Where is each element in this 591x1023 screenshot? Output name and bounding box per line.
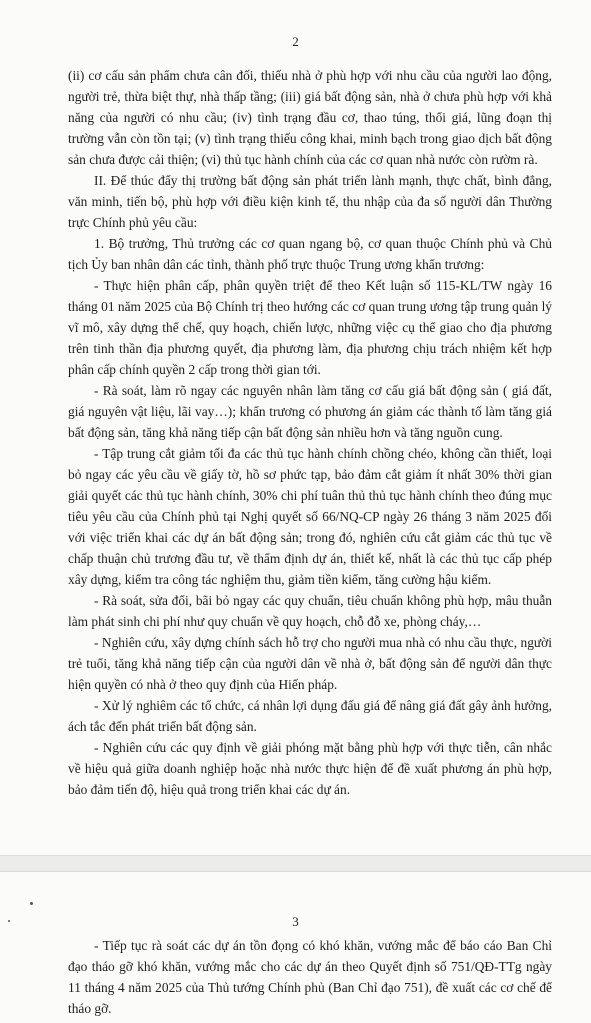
paragraph: - Nghiên cứu, xây dựng chính sách hỗ trợ cho người mua nhà có nhu cầu thực, người trẻ tuổi, tăng khả năng tiếp cận của người dân về nhà ở, bất động sản để người dân thực hiện quyền có nhà ở theo quy định của Hiến pháp. (68, 635, 552, 692)
page-body (68, 935, 552, 1019)
page-number: 3 (292, 914, 299, 929)
scan-speck (30, 902, 33, 905)
page-number: 2 (292, 34, 299, 49)
paragraph: - Tập trung cắt giảm tối đa các thủ tục hành chính chồng chéo, không cần thiết, loại bỏ ngay các yêu cầu về giấy tờ, hồ sơ phức tạp, bảo đảm cắt giảm ít nhất 30% thời gian giải quyết các thủ tục hành chính, 30% chi phí tuân thủ thủ tục hành chính theo đúng mục tiêu yêu cầu của Chính phủ tại Nghị quyết số 66/NQ-CP ngày 26 tháng 3 năm 2025 đối với việc triển khai các dự án bất động sản; trong đó, nghiên cứu cắt giảm các thủ tục về chấp thuận chủ trương đầu tư, về thẩm định dự án, thiết kế, nhất là các thủ tục cấp phép xây dựng, kiểm tra công tác nghiệm thu, giảm tiền kiểm, tăng cường hậu kiểm. (68, 446, 552, 587)
paragraph: - Xử lý nghiêm các tổ chức, cá nhân lợi dụng đấu giá để nâng giá đất gây ảnh hưởng, ách tắc đến phát triển bất động sản. (68, 698, 552, 734)
paragraph: (ii) cơ cấu sản phẩm chưa cân đối, thiếu nhà ở phù hợp với nhu cầu của người lao động, người trẻ, thừa biệt thự, nhà thấp tầng; (iii) giá bất động sản, nhà ở chưa phù hợp với khả năng của người có nhu cầu; (iv) tình trạng đầu cơ, thao túng, thổi giá, lũng đoạn thị trường vẫn còn tồn tại; (v) tình trạng thiếu công khai, minh bạch trong giao dịch bất động sản chưa được cải thiện; (vi) thủ tục hành chính của các cơ quan nhà nước còn rườm rà. (68, 68, 552, 167)
document-page-3 (0, 872, 591, 1023)
paragraph: 1. Bộ trưởng, Thủ trưởng các cơ quan ngang bộ, cơ quan thuộc Chính phủ và Chủ tịch Ủy ban nhân dân các tỉnh, thành phố trực thuộc Trung ương khẩn trương: (68, 236, 552, 272)
page-body (68, 65, 552, 800)
paragraph: - Nghiên cứu các quy định về giải phóng mặt bằng phù hợp với thực tiễn, cân nhắc về hiệu quả giữa doanh nghiệp hoặc nhà nước thực hiện để đề xuất phương án phù hợp, bảo đảm tiến độ, hiệu quả trong triển khai các dự án. (68, 740, 552, 797)
paragraph: II. Để thúc đẩy thị trường bất động sản phát triển lành mạnh, thực chất, bình đẳng, văn minh, tiến bộ, phù hợp với điều kiện kinh tế, thu nhập của đa số người dân Thường trực Chính phủ yêu cầu: (68, 173, 552, 230)
paragraph: - Tiếp tục rà soát các dự án tồn đọng có khó khăn, vướng mắc để báo cáo Ban Chỉ đạo tháo gỡ khó khăn, vướng mắc cho các dự án theo Quyết định số 751/QĐ-TTg ngày 11 tháng 4 năm 2025 của Thủ tướng Chính phủ (Ban Chỉ đạo 751), đề xuất các cơ chế để tháo gỡ. (68, 938, 552, 1016)
paragraph: - Rà soát, làm rõ ngay các nguyên nhân làm tăng cơ cấu giá bất động sản ( giá đất, giá nguyên vật liệu, lãi vay…); khẩn trương có phương án giảm các thành tố làm tăng giá bất động sản, tăng khả năng tiếp cận bất động sản nhiều hơn và tăng nguồn cung. (68, 383, 552, 440)
paragraph: - Rà soát, sửa đổi, bãi bỏ ngay các quy chuẩn, tiêu chuẩn không phù hợp, mâu thuẫn làm phát sinh chi phí như quy chuẩn về quy hoạch, chỗ đỗ xe, phòng cháy,… (68, 593, 552, 629)
paragraph: - Thực hiện phân cấp, phân quyền triệt để theo Kết luận số 115-KL/TW ngày 16 tháng 01 năm 2025 của Bộ Chính trị theo hướng các cơ quan trung ương tập trung quản lý vĩ mô, xây dựng thể chế, quy hoạch, chiến lược, những việc cụ thể giao cho địa phương trên tinh thần địa phương quyết, địa phương làm, địa phương chịu trách nhiệm kết hợp phân cấp chính quyền 2 cấp trong thời gian tới. (68, 278, 552, 377)
page-separator (0, 855, 591, 872)
